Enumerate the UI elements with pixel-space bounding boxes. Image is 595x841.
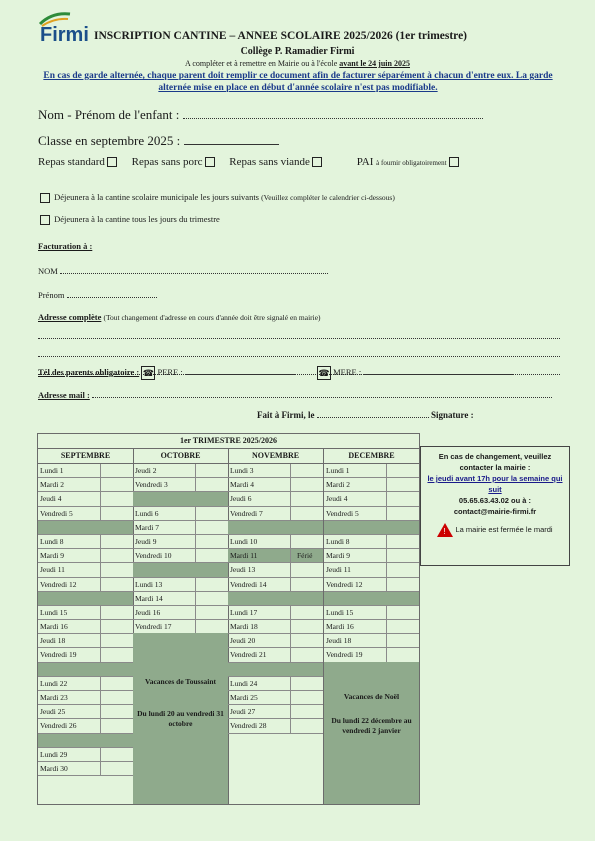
day-label: Mardi 30	[40, 762, 101, 775]
day-cell[interactable]	[38, 563, 133, 577]
day-label: Vendredi 5	[326, 507, 387, 520]
calendar-columns	[38, 449, 419, 804]
day-cell[interactable]	[324, 535, 419, 549]
class-field[interactable]	[184, 144, 279, 145]
alternate-custody-notice: En cas de garde alternée, chaque parent doit remplir ce document afin de facturer séparément à chacun d'entre eux. La garde alternée mise en place en début d'année scolaire n'est pas modifiable.	[43, 71, 553, 93]
day-label: Lundi 1	[326, 464, 387, 477]
week-separator	[228, 592, 323, 606]
phone-icon: ☎	[142, 368, 154, 378]
day-label: Lundi 22	[40, 677, 101, 690]
class-label: Classe en septembre 2025 :	[38, 133, 181, 148]
day-cell[interactable]	[324, 464, 419, 478]
day-cell[interactable]	[38, 648, 133, 662]
day-cell[interactable]	[133, 592, 228, 606]
email-label: Adresse mail :	[38, 390, 90, 400]
day-cell[interactable]	[38, 535, 133, 549]
day-label: Mardi 7	[135, 521, 196, 534]
day-label: Jeudi 25	[40, 705, 101, 718]
day-cell[interactable]	[38, 492, 133, 506]
day-label: Jeudi 11	[40, 563, 101, 576]
day-label: Jeudi 2	[135, 464, 196, 477]
day-label: Vendredi 7	[230, 507, 291, 520]
toussaint-dates: Du lundi 20 au vendredi 31 octobre	[137, 709, 224, 729]
month-column	[38, 449, 134, 804]
day-cell[interactable]	[38, 719, 133, 733]
phone-row	[38, 366, 513, 380]
day-label: Vendredi 19	[40, 648, 101, 661]
week-separator	[38, 734, 133, 748]
info-line: En cas de changement, veuillez contacter la mairie :	[438, 452, 552, 472]
option-calendar-label: Déjeunera à la cantine scolaire municipale les jours suivants	[54, 192, 259, 202]
day-label: Jeudi 20	[230, 634, 291, 647]
class-row	[38, 133, 279, 149]
day-cell[interactable]	[228, 478, 323, 492]
week-separator	[133, 492, 228, 506]
pere-phone-field[interactable]	[185, 374, 295, 375]
info-box	[420, 446, 570, 566]
day-cell[interactable]	[228, 634, 323, 648]
day-cell[interactable]	[228, 620, 323, 634]
day-cell[interactable]	[324, 492, 419, 506]
child-name-row	[38, 107, 483, 123]
option-all-days-row	[38, 214, 220, 225]
meal-no-pork-checkbox[interactable]	[205, 157, 215, 167]
day-label: Mardi 16	[40, 620, 101, 633]
logo: Firmi	[40, 24, 89, 46]
day-cell[interactable]	[324, 648, 419, 662]
day-cell[interactable]	[38, 634, 133, 648]
day-label: Mardi 14	[135, 592, 196, 605]
day-cell[interactable]	[228, 535, 323, 549]
nom-field[interactable]	[60, 273, 328, 274]
info-email[interactable]: contact@mairie-firmi.fr	[453, 507, 537, 516]
day-label: Lundi 13	[135, 578, 196, 591]
day-cell[interactable]	[133, 578, 228, 592]
day-cell[interactable]	[228, 705, 323, 719]
week-separator	[133, 563, 228, 577]
day-label: Vendredi 12	[326, 578, 387, 591]
day-label: Mardi 9	[326, 549, 387, 562]
day-cell[interactable]	[133, 521, 228, 535]
warning-icon: !	[437, 523, 453, 537]
instruction-deadline: avant le 24 juin 2025	[339, 59, 410, 68]
day-cell[interactable]	[324, 549, 419, 563]
week-separator	[324, 592, 419, 606]
day-label: Vendredi 28	[230, 719, 291, 732]
closed-note: La mairie est fermée le mardi	[455, 524, 553, 534]
day-label: Lundi 29	[40, 748, 101, 761]
day-label: Lundi 15	[40, 606, 101, 619]
day-label: Vendredi 5	[40, 507, 101, 520]
day-cell[interactable]	[38, 748, 133, 762]
day-label: Mardi 11	[230, 549, 291, 562]
day-label: Lundi 8	[40, 535, 101, 548]
prenom-field[interactable]	[67, 297, 157, 298]
day-label: Jeudi 9	[135, 535, 196, 548]
day-label: Mardi 4	[230, 478, 291, 491]
day-label: Jeudi 6	[230, 492, 291, 505]
option-calendar-note: (Veuillez compléter le calendrier ci-dessous)	[261, 193, 395, 202]
noel-holiday-block	[324, 662, 419, 804]
week-separator	[324, 521, 419, 535]
info-phone: 05.65.63.43.02 ou à :	[458, 496, 532, 505]
address-note: (Tout changement d'adresse en cours d'année doit être signalé en mairie)	[103, 313, 321, 322]
day-label: Lundi 17	[230, 606, 291, 619]
day-cell[interactable]	[228, 492, 323, 506]
day-cell[interactable]	[324, 578, 419, 592]
day-label: Lundi 8	[326, 535, 387, 548]
day-cell[interactable]	[228, 507, 323, 521]
child-name-label: Nom - Prénom de l'enfant :	[38, 107, 180, 122]
day-cell[interactable]	[133, 535, 228, 549]
month-column	[228, 449, 324, 804]
day-label: Lundi 6	[135, 507, 196, 520]
prenom-label: Prénom	[38, 290, 65, 300]
day-cell[interactable]	[228, 691, 323, 705]
week-separator	[38, 663, 133, 677]
email-field[interactable]	[92, 397, 552, 398]
address-label: Adresse complète	[38, 312, 102, 322]
day-label: Vendredi 26	[40, 719, 101, 732]
day-label: Lundi 3	[230, 464, 291, 477]
toussaint-holiday-block	[133, 633, 228, 804]
billing-nom-row	[38, 266, 328, 276]
signature-row	[257, 410, 474, 420]
day-cell[interactable]	[228, 719, 323, 733]
phone-label: Tél des parents obligatoire :	[38, 366, 140, 377]
mere-label: MERE :	[333, 366, 362, 377]
option-all-days-label: Déjeunera à la cantine tous les jours du trimestre	[54, 214, 220, 224]
day-cell[interactable]	[133, 549, 228, 563]
child-name-field[interactable]	[183, 118, 483, 119]
meal-pai-checkbox[interactable]	[449, 157, 459, 167]
day-label: Jeudi 27	[230, 705, 291, 718]
day-cell[interactable]	[38, 762, 133, 776]
day-label: Vendredi 3	[135, 478, 196, 491]
week-separator	[38, 521, 133, 535]
meal-option-no-pork: Repas sans porc	[131, 156, 203, 168]
day-label: Jeudi 13	[230, 563, 291, 576]
day-label: Vendredi 10	[135, 549, 196, 562]
day-label: Jeudi 16	[135, 606, 196, 619]
day-cell[interactable]	[324, 563, 419, 577]
day-label: Lundi 24	[230, 677, 291, 690]
week-separator	[228, 521, 323, 535]
mere-phone-field[interactable]	[363, 374, 513, 375]
day-cell[interactable]	[38, 691, 133, 705]
day-cell[interactable]	[38, 549, 133, 563]
day-cell[interactable]	[133, 620, 228, 634]
day-cell[interactable]	[324, 478, 419, 492]
week-separator	[38, 592, 133, 606]
page-title: INSCRIPTION CANTINE – ANNEE SCOLAIRE 2025/2026 (1er trimestre)	[94, 30, 468, 42]
pere-label: PERE :	[157, 366, 183, 377]
meal-option-standard: Repas standard	[38, 156, 105, 168]
toussaint-title: Vacances de Toussaint	[145, 677, 216, 687]
month-header: OCTOBRE	[133, 449, 228, 464]
email-row	[38, 390, 552, 400]
day-cell[interactable]	[38, 677, 133, 691]
meal-option-pai: PAI	[356, 156, 374, 168]
day-cell[interactable]	[38, 464, 133, 478]
day-label: Lundi 15	[326, 606, 387, 619]
day-label: Mardi 23	[40, 691, 101, 704]
day-cell[interactable]	[228, 464, 323, 478]
day-cell[interactable]	[324, 507, 419, 521]
instructions	[0, 59, 595, 68]
day-cell[interactable]	[38, 478, 133, 492]
day-cell[interactable]	[133, 606, 228, 620]
month-header: NOVEMBRE	[228, 449, 323, 464]
day-cell[interactable]	[228, 606, 323, 620]
day-cell[interactable]	[228, 648, 323, 662]
day-cell[interactable]	[38, 705, 133, 719]
pai-note: à fournir obligatoirement	[376, 159, 447, 167]
month-header: SEPTEMBRE	[38, 449, 133, 464]
day-label: Jeudi 4	[326, 492, 387, 505]
day-cell[interactable]	[324, 620, 419, 634]
day-cell[interactable]	[38, 620, 133, 634]
signature-label: Signature :	[430, 410, 474, 420]
meal-option-no-meat: Repas sans viande	[229, 156, 310, 168]
day-label: Vendredi 14	[230, 578, 291, 591]
day-cell[interactable]	[133, 464, 228, 478]
billing-prenom-row	[38, 290, 157, 300]
day-cell[interactable]	[228, 563, 323, 577]
instruction-text: A compléter et à remettre en Mairie ou à l'école	[185, 59, 338, 68]
calendar-title: 1er TRIMESTRE 2025/2026	[38, 434, 419, 449]
day-label: Vendredi 21	[230, 648, 291, 661]
phone-icon: ☎	[318, 368, 330, 378]
month-header: DECEMBRE	[324, 449, 419, 464]
day-cell[interactable]	[38, 606, 133, 620]
nom-label: NOM	[38, 266, 58, 276]
noel-title: Vacances de Noël	[343, 691, 400, 701]
day-label: Mardi 2	[40, 478, 101, 491]
meal-options	[38, 156, 461, 168]
option-all-days-checkbox[interactable]	[40, 215, 50, 225]
day-label: Jeudi 4	[40, 492, 101, 505]
day-label: Jeudi 18	[40, 634, 101, 647]
day-cell[interactable]	[324, 606, 419, 620]
day-label: Mardi 18	[230, 620, 291, 633]
day-label: Jeudi 18	[326, 634, 387, 647]
signed-at-label: Fait à Firmi, le	[257, 410, 315, 420]
day-label: Mardi 2	[326, 478, 387, 491]
day-cell[interactable]	[228, 549, 323, 563]
billing-label: Facturation à :	[38, 241, 93, 251]
noel-dates: Du lundi 22 décembre au vendredi 2 janvier	[331, 715, 412, 735]
day-cell[interactable]	[228, 677, 323, 691]
day-label: Lundi 10	[230, 535, 291, 548]
info-closed	[421, 523, 569, 537]
week-separator	[228, 663, 323, 677]
day-cell[interactable]	[133, 507, 228, 521]
day-label: Vendredi 17	[135, 620, 196, 633]
option-calendar-checkbox[interactable]	[40, 193, 50, 203]
holiday-label: Férié	[297, 551, 313, 561]
day-cell[interactable]	[228, 578, 323, 592]
day-label: Vendredi 19	[326, 648, 387, 661]
day-label: Mardi 9	[40, 549, 101, 562]
day-cell[interactable]	[38, 507, 133, 521]
meal-no-meat-checkbox[interactable]	[312, 157, 322, 167]
day-label: Vendredi 12	[40, 578, 101, 591]
day-label: Mardi 16	[326, 620, 387, 633]
day-cell[interactable]	[38, 578, 133, 592]
meal-standard-checkbox[interactable]	[107, 157, 117, 167]
day-cell[interactable]	[324, 634, 419, 648]
date-field[interactable]	[317, 417, 429, 418]
address-row	[38, 312, 321, 322]
info-deadline: le jeudi avant 17h pour la semaine qui suit	[427, 474, 563, 494]
option-calendar-row	[38, 192, 395, 203]
day-cell[interactable]	[133, 478, 228, 492]
page-subtitle: Collège P. Ramadier Firmi	[240, 46, 355, 57]
day-label: Lundi 1	[40, 464, 101, 477]
day-label: Jeudi 11	[326, 563, 387, 576]
day-label: Mardi 25	[230, 691, 291, 704]
calendar	[37, 433, 420, 805]
